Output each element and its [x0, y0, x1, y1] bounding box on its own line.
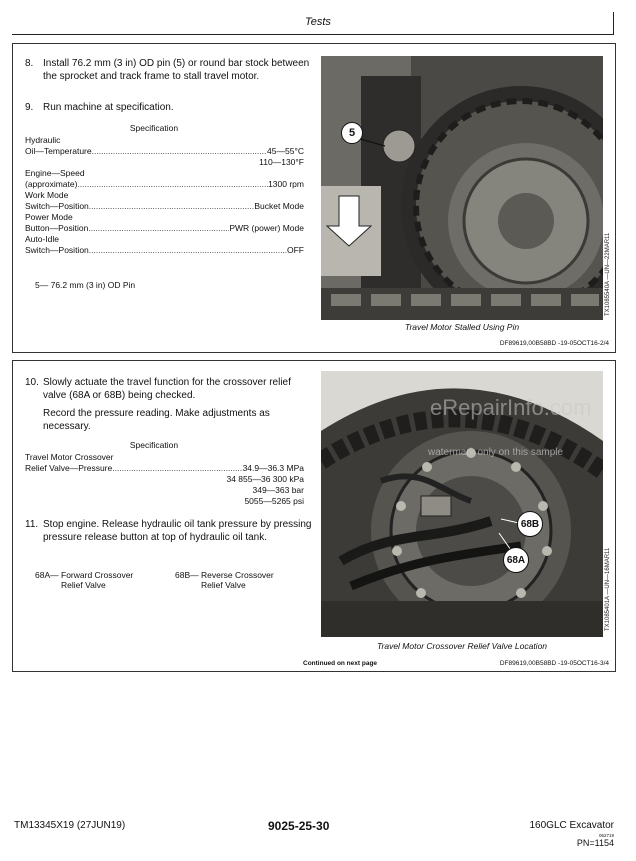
- step-number: 9.: [25, 102, 34, 113]
- spec-value: 34.9—36.3 MPa: [242, 463, 304, 473]
- spec-row: [25, 135, 304, 146]
- figure-caption: Travel Motor Stalled Using Pin: [404, 322, 520, 332]
- legend-text: Forward Crossover: [61, 570, 134, 580]
- spec-row: [25, 179, 304, 190]
- spec-label: (approximate): [25, 179, 78, 189]
- spec-label: Engine—Speed: [25, 168, 85, 178]
- legend-text: Relief Valve: [61, 580, 106, 590]
- spec-row: [25, 452, 304, 463]
- step-number: 8.: [25, 58, 34, 69]
- figure-legend: 5— 76.2 mm (3 in) OD Pin: [35, 280, 136, 290]
- page-title: Tests: [305, 16, 331, 28]
- leader-dots: [112, 463, 242, 474]
- step-text: Run machine at specification.: [43, 102, 174, 113]
- step-10-note: [25, 408, 315, 436]
- watermark: eRepairInfo.com: [430, 395, 592, 420]
- spec-value: OFF: [287, 245, 304, 255]
- spec-row: [25, 474, 304, 485]
- spec-row: [25, 212, 304, 223]
- watermark-subtext: watermark only on this sample: [428, 447, 564, 458]
- step-10: [25, 377, 315, 405]
- step-text: Slowly actuate the travel function for the crossover relief valve (68A or 68B) being checked.: [43, 377, 291, 401]
- step-11: [25, 519, 315, 559]
- spec-row: [25, 168, 304, 179]
- legend-code: 68B—: [175, 570, 199, 580]
- spec-row: [25, 245, 304, 256]
- spec-row: [25, 223, 304, 234]
- spec-row: [25, 234, 304, 245]
- step-number: 11.: [25, 519, 39, 530]
- spec-label: Travel Motor Crossover: [25, 452, 114, 462]
- spec-heading: Specification: [129, 440, 179, 450]
- leader-dots: [92, 146, 267, 157]
- spec-row: [25, 157, 304, 168]
- spec-value: 34 855—36 300 kPa: [226, 474, 304, 484]
- step-text: Stop engine. Release hydraulic oil tank pressure by pressing pressure release button at top of hydraulic oil tank.: [43, 519, 312, 543]
- step-8: [25, 58, 315, 98]
- step-text: Install 76.2 mm (3 in) OD pin (5) or round bar stock between the sprocket and track frame to stall travel motor.: [43, 58, 310, 82]
- figure-side-code: TX1085401A —UN—16MAR11: [605, 547, 611, 631]
- reference-code: DF89619,00B58BD -19-05OCT16-3/4: [499, 660, 609, 667]
- footer-small-code: 062719: [598, 833, 614, 838]
- spec-row: [25, 496, 304, 507]
- spec-value: 349—363 bar: [252, 485, 304, 495]
- procedure-section-1: [12, 43, 616, 353]
- spec-value: 45—55°C: [267, 146, 304, 156]
- spec-row: [25, 463, 304, 474]
- travel-motor-stalled-photo: [321, 56, 603, 320]
- spec-value: 110—130°F: [259, 157, 304, 167]
- callout-68b: 68B: [517, 511, 543, 537]
- legend-code: 68A—: [35, 570, 59, 580]
- machine-model: 160GLC Excavator: [529, 820, 614, 831]
- spec-row: [25, 485, 304, 496]
- spec-label: Switch—Position: [25, 245, 89, 255]
- reference-code: DF89619,00B58BD -19-05OCT16-2/4: [499, 340, 609, 347]
- leader-dots: [89, 245, 287, 256]
- spec-label: Relief Valve—Pressure: [25, 463, 113, 473]
- spec-label: Hydraulic: [25, 135, 61, 145]
- spec-value: Bucket Mode: [254, 201, 304, 211]
- spec-label: Work Mode: [25, 190, 69, 200]
- spec-heading: Specification: [129, 123, 179, 133]
- figure-caption: Travel Motor Crossover Relief Valve Location: [376, 641, 548, 651]
- spec-value: 1300 rpm: [268, 179, 304, 189]
- step-text: Record the pressure reading. Make adjustments as necessary.: [43, 408, 270, 432]
- step-number: 10.: [25, 377, 39, 388]
- continued-note: Continued on next page: [303, 660, 378, 667]
- spec-value: PWR (power) Mode: [229, 223, 304, 233]
- page-header: [0, 6, 636, 36]
- legend-text: Relief Valve: [201, 580, 246, 590]
- legend-68a: [35, 570, 175, 590]
- leader-dots: [77, 179, 268, 190]
- callout-5: 5: [341, 122, 363, 144]
- callout-68a: 68A: [503, 547, 529, 573]
- spec-row: [25, 201, 304, 212]
- manual-number: TM13345X19 (27JUN19): [14, 820, 126, 831]
- spec-value: 5055—5265 psi: [244, 496, 304, 506]
- spec-table: [25, 452, 304, 507]
- spec-label: Button—Position: [25, 223, 89, 233]
- leader-dots: [89, 201, 255, 212]
- legend-text: Reverse Crossover: [201, 570, 274, 580]
- spec-label: Switch—Position: [25, 201, 89, 211]
- figure-side-code: TX1085540A —UN—22MAR11: [605, 232, 611, 316]
- page-number: 9025-25-30: [268, 819, 330, 833]
- spec-label: Auto-Idle: [25, 234, 60, 244]
- photo-illustration: [321, 56, 603, 320]
- leader-dots: [88, 223, 229, 234]
- spec-label: Power Mode: [25, 212, 73, 222]
- step-9: [25, 102, 315, 116]
- spec-table: [25, 135, 304, 256]
- header-rule: [12, 34, 614, 35]
- pn-number: PN=1154: [576, 838, 614, 848]
- spec-label: Oil—Temperature: [25, 146, 92, 156]
- spec-row: [25, 146, 304, 157]
- legend-68b: [175, 570, 315, 590]
- spec-row: [25, 190, 304, 201]
